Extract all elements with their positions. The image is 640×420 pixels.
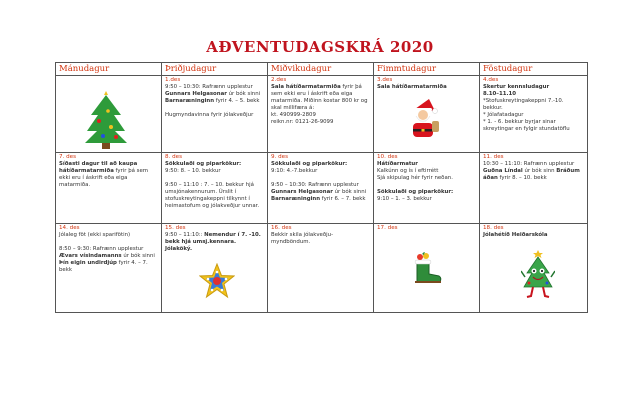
cell-week2-wed xyxy=(268,153,374,224)
cell-week3-wed xyxy=(268,224,374,313)
date-label: 10. des xyxy=(377,154,398,160)
week-row-1 xyxy=(56,76,588,153)
dancing-tree-icon xyxy=(521,247,555,299)
cell-week1-mon xyxy=(56,76,162,153)
header-row xyxy=(56,63,588,76)
date-label: 14. des xyxy=(59,225,80,231)
day-wednesday: Miðvikudagur xyxy=(268,63,374,76)
santa-icon xyxy=(407,97,441,141)
christmas-tree-icon xyxy=(83,91,129,151)
cell-week2-thu xyxy=(374,153,480,224)
cell-week1-wed xyxy=(268,76,374,153)
event-text: Síðasti dagur til að kaupa hátíðarmatarmiða fyrir þá sem ekki eru í áskrift eða eiga matarmiða. xyxy=(59,161,149,188)
day-monday: Mánudagur xyxy=(56,63,162,76)
event-text: Sala hátíðarmatarmiða fyrir þá sem ekki eru í áskrift eða eiga matarmiða. Miðinn kostar 800 kr og skal millifæra á: kt. 490999-2809 reikn.nr: 0121-26-9099 xyxy=(271,84,368,125)
day-thursday: Fimmtudagur xyxy=(374,63,480,76)
week-row-3 xyxy=(56,224,588,313)
date-label: 16. des xyxy=(271,225,292,231)
event-text: Bekkir skila jólakveðju-myndböndum. xyxy=(271,232,334,245)
event-text: Sökkulaði og piparkökur: 9:10: 4.-7.bekkur 9:50 – 10:30: Rafrænn upplestur Gunnars Helgasonar úr bók sinni Barnaræninginn fyrir 6. – 7. bekk xyxy=(271,161,367,202)
cell-week2-mon xyxy=(56,153,162,224)
cell-week3-thu xyxy=(374,224,480,313)
event-text: Skertur kennsludagur 8.10–11.10 *Stofuskreytingakeppni 7.-10. bekkur. * Jólafatadagur * 1. - 6. bekkur byrjar sinar skreytingar en fylgir stundatöflu xyxy=(483,84,570,132)
date-label: 7. des xyxy=(59,154,77,160)
cell-week1-thu xyxy=(374,76,480,153)
event-text: Sala hátíðarmatarmiða xyxy=(377,84,447,90)
event-text: Sökkulaði og piparkökur: 9:50: 8. – 10. bekkur 9:50 – 11:10 : 7. – 10. bekkur hjá umsjónakennurum. Úrslit í stofuskreytingakeppni tilkynnt í heimastofum og jólakveðjur unnar. xyxy=(165,161,260,209)
event-text: Hátíðarmatur Kalkúnn og ís í eftirrétt Sjá skipulag hér fyrir neðan. Sökkulaði og piparkökur: 9:10 – 1. – 3. bekkur xyxy=(377,161,454,202)
date-label: 4.des xyxy=(483,77,499,83)
date-label: 3.des xyxy=(377,77,393,83)
cell-week3-fri xyxy=(480,224,588,313)
day-friday: Föstudagur xyxy=(480,63,588,76)
event-text: 9:50 – 10:30: Rafrænn upplestur Gunnars Helgasonar úr bók sinni Barnaræninginn fyrir 4. – 5. bekk Hugmyndavinna fyrir jólakveðjur xyxy=(165,84,261,118)
cell-week2-tue xyxy=(162,153,268,224)
event-text: Jólaleg föt (ekki sparifötin) 8:50 – 9:30: Rafrænn upplestur Ævars vísindamanns úr bók sinni Þín eigin undirdjúp fyrir 4. – 7. bekk xyxy=(59,232,155,273)
date-label: 1.des xyxy=(165,77,181,83)
date-label: 17. des xyxy=(377,225,398,231)
star-icon xyxy=(199,263,235,299)
event-text: Jólahétíð Heiðarskóla xyxy=(483,232,548,238)
date-label: 9. des xyxy=(271,154,289,160)
advent-calendar xyxy=(55,62,588,313)
day-tuesday: Þriðjudagur xyxy=(162,63,268,76)
date-label: 8. des xyxy=(165,154,183,160)
event-text: 10:30 – 11:10: Rafrænn upplestur Guðna Líndal úr bók sinn Bráðum áðan fyrir 8. – 10. bekk xyxy=(483,161,580,181)
boot-icon xyxy=(409,252,443,286)
date-label: 18. des xyxy=(483,225,504,231)
event-text: 9:50 – 11:10:: Nemendur í 7. -10. bekk hjá umsj.kennara. Jólaköký. xyxy=(165,232,261,252)
date-label: 15. des xyxy=(165,225,186,231)
cell-week3-tue xyxy=(162,224,268,313)
cell-week3-mon xyxy=(56,224,162,313)
page-title: AÐVENTUDAGSKRÁ 2020 xyxy=(206,38,434,56)
week-row-2 xyxy=(56,153,588,224)
cell-week1-tue xyxy=(162,76,268,153)
cell-week1-fri xyxy=(480,76,588,153)
cell-week2-fri xyxy=(480,153,588,224)
date-label: 11. des xyxy=(483,154,504,160)
date-label: 2.des xyxy=(271,77,287,83)
